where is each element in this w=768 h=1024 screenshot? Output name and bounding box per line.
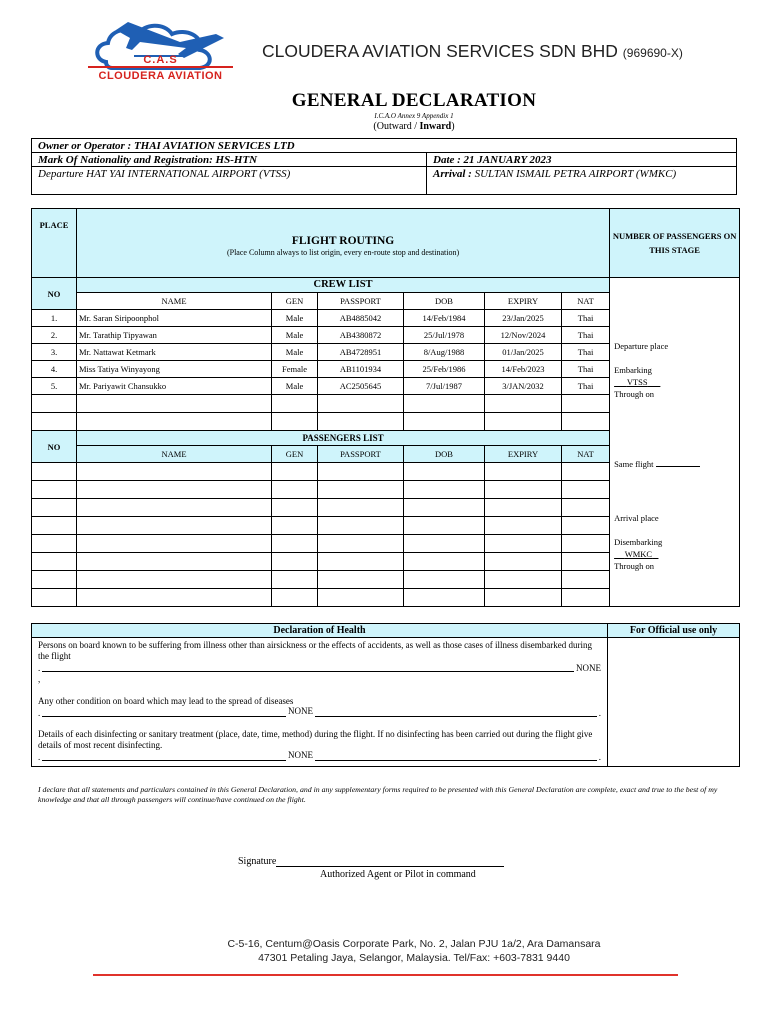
- crew-name: Mr. Tarathip Tipyawan: [77, 327, 272, 344]
- health-answer-3: NONE: [288, 750, 313, 760]
- embarking-label: Embarking: [614, 365, 652, 375]
- flight-routing-subtitle: (Place Column always to list origin, every en-route stop and destination): [226, 248, 460, 257]
- departure-airport: Departure HAT YAI INTERNATIONAL AIRPORT (VTSS): [32, 167, 427, 195]
- arrival-airport: [427, 167, 737, 195]
- health-question-3: Details of each disinfecting or sanitary treatment (place, date, time, method) during the flight. If no disinfecting has been carried out during the flight give details of most recent disinfecting.: [38, 729, 593, 750]
- crew-passport: AB4380872: [318, 327, 404, 344]
- crew-expiry: 01/Jan/2025: [485, 344, 562, 361]
- direction-indicator: [0, 121, 768, 132]
- crew-no: 2.: [32, 327, 77, 344]
- crew-no: 4.: [32, 361, 77, 378]
- crew-dob: 25/Jul/1978: [404, 327, 485, 344]
- crew-passport: AB4728951: [318, 344, 404, 361]
- company-name-text: CLOUDERA AVIATION SERVICES SDN BHD: [262, 41, 618, 61]
- pax-col-passport: PASSPORT: [318, 446, 404, 463]
- crew-nat: Thai: [562, 361, 610, 378]
- health-answer-1-line: . NONE: [38, 663, 601, 673]
- signature-caption: Authorized Agent or Pilot in command: [320, 869, 476, 880]
- passengers-no-header: NO: [32, 431, 77, 463]
- crew-dob: 8/Aug/1988: [404, 344, 485, 361]
- routing-crew-passenger-table: [31, 208, 740, 607]
- crew-list-title: CREW LIST: [77, 278, 610, 293]
- flight-date: Date : 21 JANUARY 2023: [427, 153, 737, 167]
- crew-nat: Thai: [562, 344, 610, 361]
- crew-passport: AB1101934: [318, 361, 404, 378]
- crew-name: Mr. Pariyawit Chansukko: [77, 378, 272, 395]
- crew-nat: Thai: [562, 310, 610, 327]
- signature-block: [238, 856, 504, 867]
- footer-address-1: C-5-16, Centum@Oasis Corporate Park, No. 2, Jalan PJU 1a/2, Ara Damansara: [227, 938, 601, 950]
- crew-gen: Male: [272, 378, 318, 395]
- health-answer-2-line: . . NONE: [38, 706, 601, 718]
- crew-col-name: NAME: [77, 293, 272, 310]
- direction-inward: Inward: [419, 121, 452, 132]
- crew-col-expiry: EXPIRY: [485, 293, 562, 310]
- health-body: Persons on board known to be suffering from illness other than airsickness or the effects of accidents, as well as those cases of illness disembarked during the flight . NONE , Any other condition on board which may lead to the spread of diseases . . NONE Details of each disinfecting or sanitary treatment (place, date, time, method) during the flight. If no disinfecting has been carried out during the flight give details of most recent disinfecting. . . NONE: [32, 638, 608, 767]
- embark-code: VTSS: [626, 377, 648, 387]
- company-logo: [88, 16, 233, 92]
- crew-nat: Thai: [562, 378, 610, 395]
- crew-dob: 7/Jul/1987: [404, 378, 485, 395]
- pax-col-expiry: EXPIRY: [485, 446, 562, 463]
- company-reg: (969690-X): [622, 46, 683, 60]
- departure-place-label: Departure place: [614, 341, 669, 351]
- passengers-list-title: PASSENGERS LIST: [77, 431, 610, 446]
- official-use-box: [608, 638, 740, 767]
- arrival-place-label: Arrival place: [614, 513, 659, 523]
- health-title: Declaration of Health: [32, 624, 608, 638]
- direction-prefix: (Outward /: [373, 121, 418, 132]
- official-use-title: For Official use only: [608, 624, 740, 638]
- crew-no: 3.: [32, 344, 77, 361]
- crew-no: 5.: [32, 378, 77, 395]
- company-name: [262, 41, 683, 62]
- crew-nat: Thai: [562, 327, 610, 344]
- crew-passport: AC2505645: [318, 378, 404, 395]
- crew-name: Mr. Nattawat Ketmark: [77, 344, 272, 361]
- health-answer-3-line: . . NONE: [38, 750, 601, 762]
- crew-no-header: NO: [32, 278, 77, 310]
- health-declaration-table: [31, 623, 740, 767]
- crew-expiry: 12/Nov/2024: [485, 327, 562, 344]
- declaration-statement: I declare that all statements and particulars contained in this General Declaration, and in any supplementary forms required to be presented with this General Declaration are complete, exact and true to the best of my knowledge and that all through passengers will continue/have continued on the flight.: [38, 785, 718, 804]
- crew-expiry: 3/JAN/2032: [485, 378, 562, 395]
- crew-name: Miss Tatiya Winyayong: [77, 361, 272, 378]
- stage-details: [610, 278, 740, 607]
- crew-gen: Male: [272, 344, 318, 361]
- crew-no: 1.: [32, 310, 77, 327]
- crew-dob: 25/Feb/1986: [404, 361, 485, 378]
- health-answer-1: NONE: [576, 663, 601, 673]
- crew-gen: Female: [272, 361, 318, 378]
- crew-col-dob: DOB: [404, 293, 485, 310]
- crew-dob: 14/Feb/1984: [404, 310, 485, 327]
- disembark-code: WMKC: [624, 549, 653, 559]
- embark-code-line: [614, 377, 660, 387]
- passengers-stage-header: NUMBER OF PASSENGERS ON THIS STAGE: [610, 209, 740, 278]
- nationality-registration: Mark Of Nationality and Registration: HS-HTN: [32, 153, 427, 167]
- pax-col-nat: NAT: [562, 446, 610, 463]
- logo-letters: C.A.S: [143, 54, 178, 66]
- crew-expiry: 23/Jan/2025: [485, 310, 562, 327]
- crew-passport: AB4885042: [318, 310, 404, 327]
- crew-gen: Male: [272, 310, 318, 327]
- through-on-label-2: Through on: [614, 561, 654, 571]
- footer-address-2: 47301 Petaling Jaya, Selangor, Malaysia. Tel/Fax: +603-7831 9440: [258, 952, 570, 964]
- flight-routing-header: [77, 209, 610, 278]
- footer-rule: [93, 974, 678, 976]
- disembarking-label: Disembarking: [614, 537, 663, 547]
- document-title: GENERAL DECLARATION: [291, 90, 537, 111]
- disembark-code-line: [614, 549, 658, 559]
- owner-operator: Owner or Operator : THAI AVIATION SERVICES LTD: [32, 139, 737, 153]
- arrival-label: Arrival :: [433, 168, 472, 180]
- place-header: PLACE: [32, 209, 77, 278]
- flight-routing-title: FLIGHT ROUTING: [291, 235, 395, 247]
- signature-line[interactable]: [276, 866, 504, 867]
- logo-text: CLOUDERA AVIATION: [98, 70, 223, 82]
- health-question-2: Any other condition on board which may lead to the spread of diseases: [38, 696, 294, 706]
- crew-name: Mr. Saran Siripoonphol: [77, 310, 272, 327]
- pax-col-gen: GEN: [272, 446, 318, 463]
- pax-col-dob: DOB: [404, 446, 485, 463]
- health-question-1: Persons on board known to be suffering from illness other than airsickness or the effects of accidents, as well as those cases of illness disembarked during the flight: [38, 640, 593, 661]
- crew-expiry: 14/Feb/2023: [485, 361, 562, 378]
- flight-info-table: [31, 138, 737, 195]
- crew-col-passport: PASSPORT: [318, 293, 404, 310]
- signature-label: Signature: [238, 856, 277, 867]
- through-on-label-1: Through on: [614, 389, 654, 399]
- pax-col-name: NAME: [77, 446, 272, 463]
- same-flight-label: Same flight: [614, 459, 654, 469]
- icao-reference: I.C.A.O Annex 9 Appendix 1: [374, 112, 454, 120]
- direction-suffix: ): [451, 121, 455, 132]
- logo-rule: [88, 66, 233, 68]
- crew-col-gen: GEN: [272, 293, 318, 310]
- crew-gen: Male: [272, 327, 318, 344]
- crew-col-nat: NAT: [562, 293, 610, 310]
- health-answer-2: NONE: [288, 706, 313, 716]
- arrival-value: SULTAN ISMAIL PETRA AIRPORT (WMKC): [474, 168, 677, 180]
